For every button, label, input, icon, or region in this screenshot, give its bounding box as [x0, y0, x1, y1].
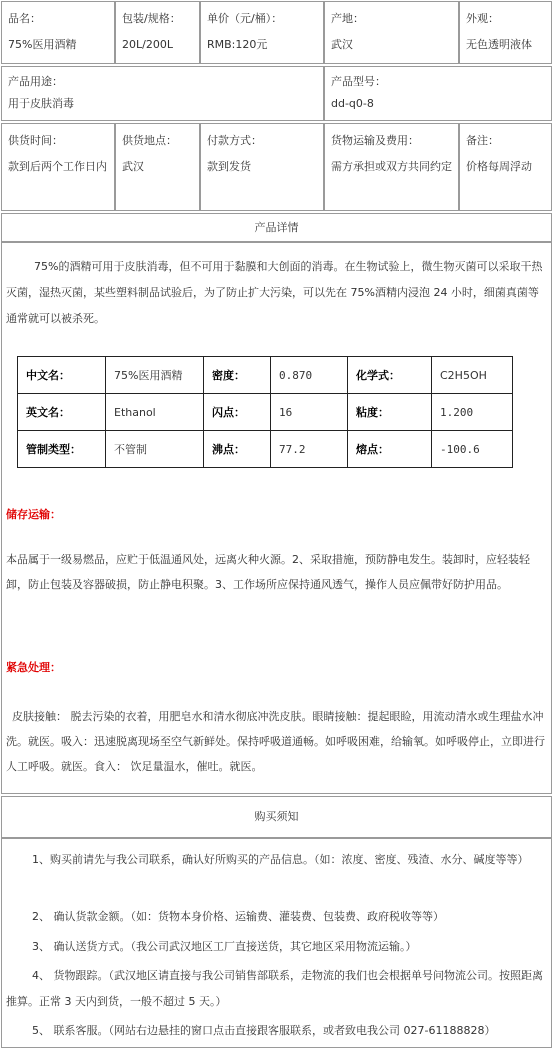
- storage-title: 储存运输：: [6, 508, 61, 521]
- name-value: 75%医用酒精: [8, 38, 77, 51]
- purchase-item-2: 2、 确认货款金额。（如：货物本身价格、运输费、灌装费、包装费、政府税收等等）: [32, 910, 444, 923]
- flash-key: 闪点：: [204, 394, 271, 431]
- package-label: 包装/规格：: [122, 12, 181, 25]
- price-label: 单价（元/桶）：: [207, 12, 283, 25]
- price-value: RMB:120元: [207, 38, 268, 51]
- shipping-label: 货物运输及费用：: [331, 134, 419, 147]
- remark-value: 价格每周浮动: [466, 160, 532, 173]
- supply-time-value: 款到后两个工作日内: [8, 160, 107, 173]
- boil-key: 沸点：: [204, 431, 271, 468]
- appearance-cell: [459, 1, 552, 64]
- name-label: 品名：: [8, 12, 41, 25]
- shipping-value: 需方承担或双方共同约定: [331, 160, 452, 173]
- density-key: 密度：: [204, 357, 271, 394]
- usage-cell: [1, 66, 324, 121]
- purchase-header-title: 购买须知: [254, 810, 299, 823]
- details-intro: 75%的酒精可用于皮肤消毒，但不可用于黏膜和大创面的消毒。在生物试验上，微生物灭菌可以采取干热灭菌，湿热灭菌，某些塑料制品试验后，为了防止扩大污染，可以先在 75%酒精内浸泡 24 小时，细菌真菌等通常就可以被杀死。: [6, 260, 543, 325]
- purchase-item-4: 4、 货物跟踪。（武汉地区请直接与我公司销售部联系，走物流的我们也会根据单号问物流公司。按照距离推算。正常 3 天内到货，一般不超过 5 天。）: [6, 969, 543, 1008]
- price-cell: [200, 1, 324, 64]
- origin-cell: [324, 1, 459, 64]
- control-value: 不管制: [106, 431, 204, 468]
- shipping-cell: [324, 123, 459, 211]
- payment-cell: [200, 123, 324, 211]
- storage-text: 本品属于一级易燃品，应贮于低温通风处，远离火种火源。2、采取措施，预防静电发生。装卸时，应轻装轻卸，防止包装及容器破损，防止静电积聚。3、工作场所应保持通风透气，操作人员应佩带好防护用品。: [6, 553, 530, 591]
- en-name-key: 英文名：: [18, 394, 106, 431]
- control-key: 管制类型：: [18, 431, 106, 468]
- purchase-item-5: 5、 联系客服。（网站右边悬挂的窗口点击直接跟客服联系，或者致电我公司 027-61188828）: [32, 1024, 496, 1037]
- formula-value: C2H5OH: [432, 357, 513, 394]
- melt-key: 熔点：: [348, 431, 432, 468]
- remark-cell: [459, 123, 552, 211]
- formula-key: 化学式：: [348, 357, 432, 394]
- appearance-value: 无色透明液体: [466, 38, 532, 51]
- origin-label: 产地：: [331, 12, 364, 25]
- supply-place-value: 武汉: [122, 160, 144, 173]
- melt-value: -100.6: [432, 431, 513, 468]
- details-header: [1, 213, 552, 242]
- package-cell: [115, 1, 200, 64]
- usage-value: 用于皮肤消毒: [8, 97, 74, 110]
- table-row: [18, 357, 513, 394]
- purchase-header: [1, 796, 552, 838]
- table-row: [18, 431, 513, 468]
- appearance-label: 外观：: [466, 12, 499, 25]
- viscosity-value: 1.200: [432, 394, 513, 431]
- emergency-title: 紧急处理：: [6, 661, 61, 674]
- package-value: 20L/200L: [122, 38, 173, 51]
- supply-place-label: 供货地点：: [122, 134, 177, 147]
- name-cell: [1, 1, 115, 64]
- model-label: 产品型号：: [331, 75, 386, 88]
- en-name-value: Ethanol: [106, 394, 204, 431]
- boil-value: 77.2: [271, 431, 348, 468]
- supply-time-cell: [1, 123, 115, 211]
- payment-label: 付款方式：: [207, 134, 262, 147]
- supply-time-label: 供货时间：: [8, 134, 63, 147]
- table-row: [18, 394, 513, 431]
- usage-label: 产品用途：: [8, 75, 63, 88]
- purchase-item-1: 1、购买前请先与我公司联系，确认好所购买的产品信息。（如：浓度、密度、残渣、水分、碱度等等）: [32, 853, 529, 866]
- purchase-item-3: 3、 确认送货方式。（我公司武汉地区工厂直接送货，其它地区采用物流运输。）: [32, 940, 417, 953]
- density-value: 0.870: [271, 357, 348, 394]
- flash-value: 16: [271, 394, 348, 431]
- supply-place-cell: [115, 123, 200, 211]
- model-cell: [324, 66, 552, 121]
- model-value: dd-q0-8: [331, 97, 374, 110]
- remark-label: 备注：: [466, 134, 499, 147]
- details-header-title: 产品详情: [254, 221, 299, 234]
- cn-name-key: 中文名：: [18, 357, 106, 394]
- properties-table: [17, 356, 513, 468]
- origin-value: 武汉: [331, 38, 353, 51]
- payment-value: 款到发货: [207, 160, 251, 173]
- emergency-text: 皮肤接触： 脱去污染的衣着，用肥皂水和清水彻底冲洗皮肤。眼睛接触：提起眼睑，用流动清水或生理盐水冲洗。就医。吸入：迅速脱离现场至空气新鲜处。保持呼吸道通畅。如呼吸困难，给输氧。如呼吸停止，立即进行人工呼吸。就医。食入： 饮足量温水，催吐。就医。: [6, 710, 545, 773]
- viscosity-key: 粘度：: [348, 394, 432, 431]
- cn-name-value: 75%医用酒精: [106, 357, 204, 394]
